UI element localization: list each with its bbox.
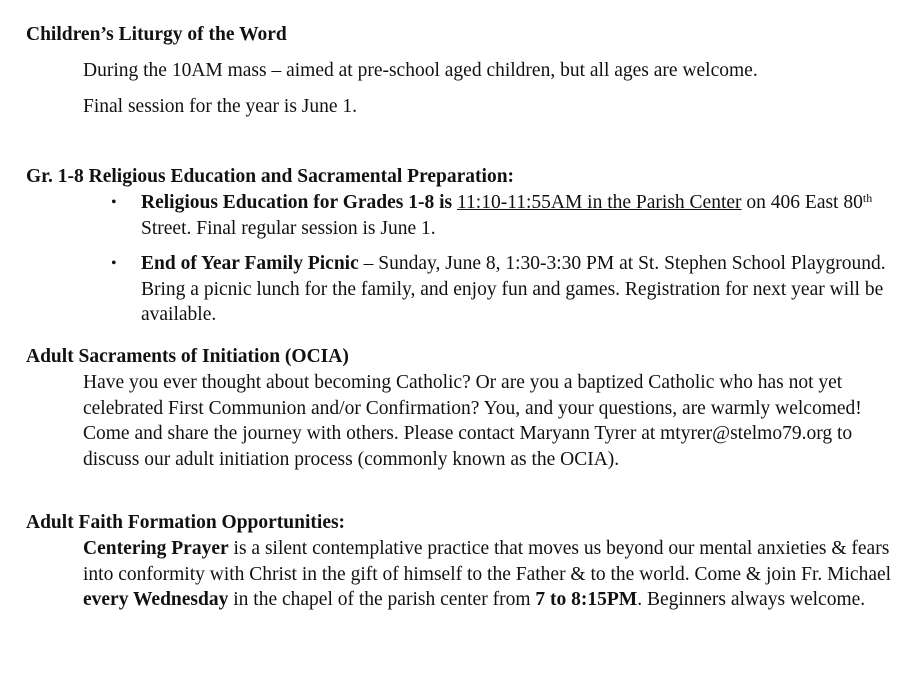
adult-faith-heading: Adult Faith Formation Opportunities: <box>26 512 346 533</box>
ocia-heading: Adult Sacraments of Initiation (OCIA) <box>26 346 349 367</box>
childrens-liturgy-final-session: Final session for the year is June 1. <box>83 95 358 117</box>
ocia-section <box>26 344 906 472</box>
religious-education-section <box>26 164 906 328</box>
bullet-icon: • <box>111 194 117 211</box>
centering-prayer-time: 7 to 8:15PM <box>535 589 638 610</box>
religious-education-list <box>26 190 906 328</box>
centering-prayer-location: in the chapel of the parish center from <box>233 589 531 610</box>
religious-ed-schedule-final: Street. Final regular session is June 1. <box>141 217 436 239</box>
centering-prayer-description <box>26 536 906 613</box>
centering-prayer-closing: . Beginners always welcome. <box>637 589 866 610</box>
childrens-liturgy-section <box>26 22 906 119</box>
centering-prayer-day: every Wednesday <box>83 589 229 610</box>
religious-ed-schedule-bold: Religious Education for Grades 1-8 is <box>141 192 453 213</box>
ordinal-suffix: th <box>862 191 873 205</box>
religious-ed-schedule-address: on 406 East 80 <box>746 192 863 213</box>
centering-prayer-title: Centering Prayer <box>83 538 229 559</box>
childrens-liturgy-description: During the 10AM mass – aimed at pre-school aged children, but all ages are welcome. <box>83 60 758 81</box>
adult-faith-section <box>26 510 906 613</box>
list-item-family-picnic <box>26 251 906 328</box>
family-picnic-bold: End of Year Family Picnic <box>141 253 359 274</box>
bullet-icon: • <box>111 255 117 272</box>
religious-education-heading: Gr. 1-8 Religious Education and Sacramental Preparation: <box>26 166 515 187</box>
childrens-liturgy-heading: Children’s Liturgy of the Word <box>26 24 287 45</box>
centering-prayer-text: is a silent contemplative practice that moves us beyond our mental anxieties & fears into conformity with Christ in the gift of himself to the Father & to the world. Come & join Fr. Michael <box>83 538 892 585</box>
religious-ed-schedule-time: 11:10-11:55AM in the Parish Center <box>457 192 742 213</box>
list-item-religious-ed-schedule <box>26 190 906 241</box>
ocia-description: Have you ever thought about becoming Catholic? Or are you a baptized Catholic who has not yet celebrated First Communion and/or Confirmation? You, and your questions, are warmly welcomed! Come and share the journey with others. Please contact Maryann Tyrer at mtyrer@stelmo79.org to discuss our adult initiation process (commonly known as the OCIA). <box>83 372 862 470</box>
family-picnic-details: – Sunday, June 8, 1:30-3:30 PM at St. Stephen School Playground. Bring a picnic lunch for the family, and enjoy fun and games. Registration for next year will be available. <box>141 253 886 325</box>
